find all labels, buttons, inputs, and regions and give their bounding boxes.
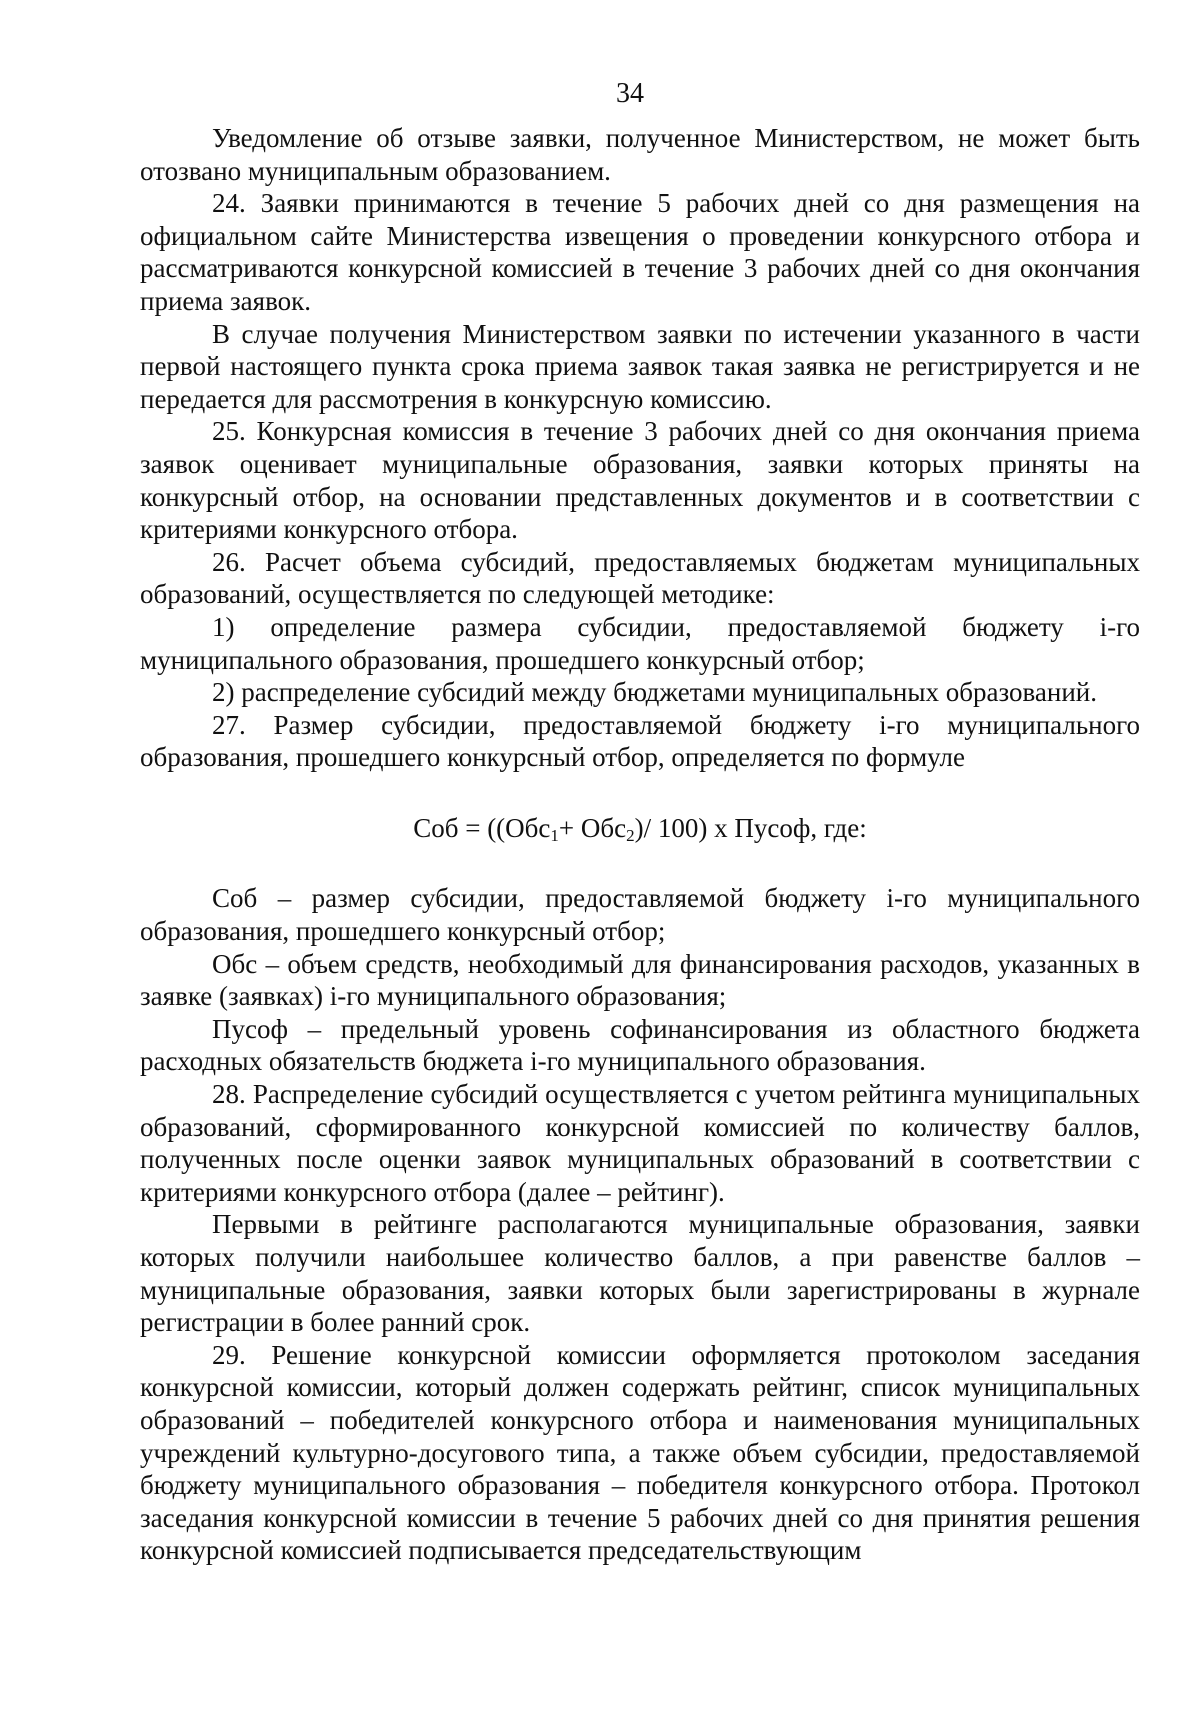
paragraph-withdrawal-notice: Уведомление об отзыве заявки, полученное Министерством, не может быть отозвано муниципальным образованием. [140, 123, 1140, 186]
paragraph-item-24: 24. Заявки принимаются в течение 5 рабочих дней со дня размещения на официальном сайте Министерства извещения о проведении конкурсного отбора и рассматриваются конкурсной комиссией в течение 3 рабочих дней со дня окончания приема заявок. [140, 188, 1140, 316]
definition-sob: Соб – размер субсидии, предоставляемой бюджету i-го муниципального образования, прошедшего конкурсный отбор; [140, 883, 1140, 947]
paragraph-item-25: 25. Конкурсная комиссия в течение 3 рабочих дней со дня окончания приема заявок оценивает муниципальные образования, заявки которых приняты на конкурсный отбор, на основании представленных документов и в соответствии с критериями конкурсного отбора. [140, 416, 1140, 545]
formula-part-3: )/ 100) х Пусоф, где: [634, 812, 867, 843]
paragraph-item-26: 26. Расчет объема субсидий, предоставляемых бюджетам муниципальных образований, осуществляется по следующей методике: [140, 546, 1140, 610]
formula-subscript-1: 1 [550, 825, 559, 845]
subsidy-formula [140, 812, 1140, 845]
paragraph-method-step-1: 1) определение размера субсидии, предоставляемой бюджету i-го муниципального образования, прошедшего конкурсный отбор; [140, 611, 1140, 675]
paragraph-item-27: 27. Размер субсидии, предоставляемой бюджету i-го муниципального образования, прошедшего конкурсный отбор, определяется по формуле [140, 709, 1140, 773]
paragraph-late-application: В случае получения Министерством заявки по истечении указанного в части первой настоящего пункта срока приема заявок такая заявка не регистрируется и не передается для рассмотрения в конкурсную комиссию. [140, 318, 1140, 414]
paragraph-rating-order: Первыми в рейтинге располагаются муниципальные образования, заявки которых получили наибольшее количество баллов, а при равенстве баллов – муниципальные образования, заявки которых были зарегистрированы в журнале регистрации в более ранний срок. [140, 1209, 1140, 1338]
paragraph-item-28: 28. Распределение субсидий осуществляется с учетом рейтинга муниципальных образований, сформированного конкурсной комиссией по количеству баллов, полученных после оценки заявок муниципальных образований в соответствии с критериями конкурсного отбора (далее – рейтинг). [140, 1079, 1140, 1207]
paragraph-method-step-2: 2) распределение субсидий между бюджетами муниципальных образований. [212, 677, 1097, 708]
formula-part-1: Соб = ((Обс [413, 812, 551, 843]
document-body [140, 122, 1140, 1567]
definition-obs: Обс – объем средств, необходимый для финансирования расходов, указанных в заявке (заявках) i-го муниципального образования; [140, 948, 1140, 1012]
definition-pusof: Пусоф – предельный уровень софинансирования из областного бюджета расходных обязательств бюджета i-го муниципального образования. [140, 1013, 1140, 1077]
formula-part-2: + Обс [558, 812, 627, 843]
paragraph-item-29: 29. Решение конкурсной комиссии оформляется протоколом заседания конкурсной комиссии, который должен содержать рейтинг, список муниципальных образований – победителей конкурсного отбора и наименования муниципальных учреждений культурно-досугового типа, а также объем субсидии, предоставляемой бюджету муниципального образования – победителя конкурсного отбора. Протокол заседания конкурсной комиссии в течение 5 рабочих дней со дня принятия решения конкурсной комиссией подписывается председательствующим [140, 1339, 1140, 1566]
page-number: 34 [616, 78, 644, 109]
formula-subscript-2: 2 [626, 825, 635, 845]
